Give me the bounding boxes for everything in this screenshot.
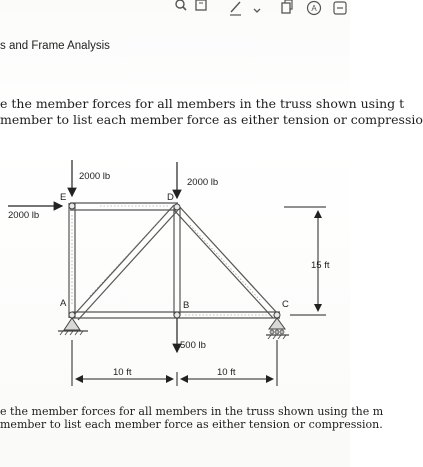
problem-line-2: member to list each member force as either tension or compressio xyxy=(0,112,423,127)
load-label-bottom-mid: 500 lb xyxy=(180,340,206,351)
truss-members xyxy=(69,203,280,320)
node-label-B: B xyxy=(183,300,190,311)
problem-line-1: e the member forces for all members in the truss shown using t xyxy=(0,96,405,111)
load-label-side: 2000 lb xyxy=(8,210,40,221)
load-label-top-apex: 2000 lb xyxy=(187,177,219,188)
copy-icon[interactable] xyxy=(280,0,294,18)
problem-statement-bottom xyxy=(0,405,383,431)
chapter-title: s and Frame Analysis xyxy=(0,40,110,52)
node-label-A: A xyxy=(60,298,67,309)
dimension-left-span: 10 ft xyxy=(113,367,132,378)
joint-B xyxy=(174,312,180,318)
chevron-down-icon[interactable] xyxy=(252,0,262,18)
dimension-height: 15 ft xyxy=(311,260,330,271)
book-icon[interactable] xyxy=(194,0,208,18)
svg-text:A: A xyxy=(311,4,317,13)
dimension-lines xyxy=(72,207,326,386)
node-label-D: D xyxy=(167,192,174,203)
joint-D xyxy=(174,204,180,210)
pin-support-A xyxy=(58,318,88,335)
load-label-top-left: 2000 lb xyxy=(79,171,111,182)
search-icon[interactable] xyxy=(174,0,188,18)
pen-icon[interactable] xyxy=(228,0,244,18)
roller-support-C xyxy=(266,318,289,339)
load-arrows xyxy=(8,160,177,352)
joint-C xyxy=(274,312,280,318)
top-toolbar xyxy=(0,0,350,22)
dimension-right-span: 10 ft xyxy=(217,367,236,378)
menu-icon[interactable] xyxy=(332,0,348,18)
node-label-C: C xyxy=(282,299,289,310)
truss-diagram xyxy=(0,140,350,390)
problem-bottom-line-2: member to list each member force as either tension or compression. xyxy=(0,418,383,431)
problem-bottom-line-1: e the member forces for all members in the truss shown using the m xyxy=(0,405,384,418)
accessibility-icon[interactable] xyxy=(306,0,322,18)
node-label-E: E xyxy=(60,192,67,203)
problem-statement-top xyxy=(0,96,423,128)
joint-E xyxy=(69,203,75,209)
